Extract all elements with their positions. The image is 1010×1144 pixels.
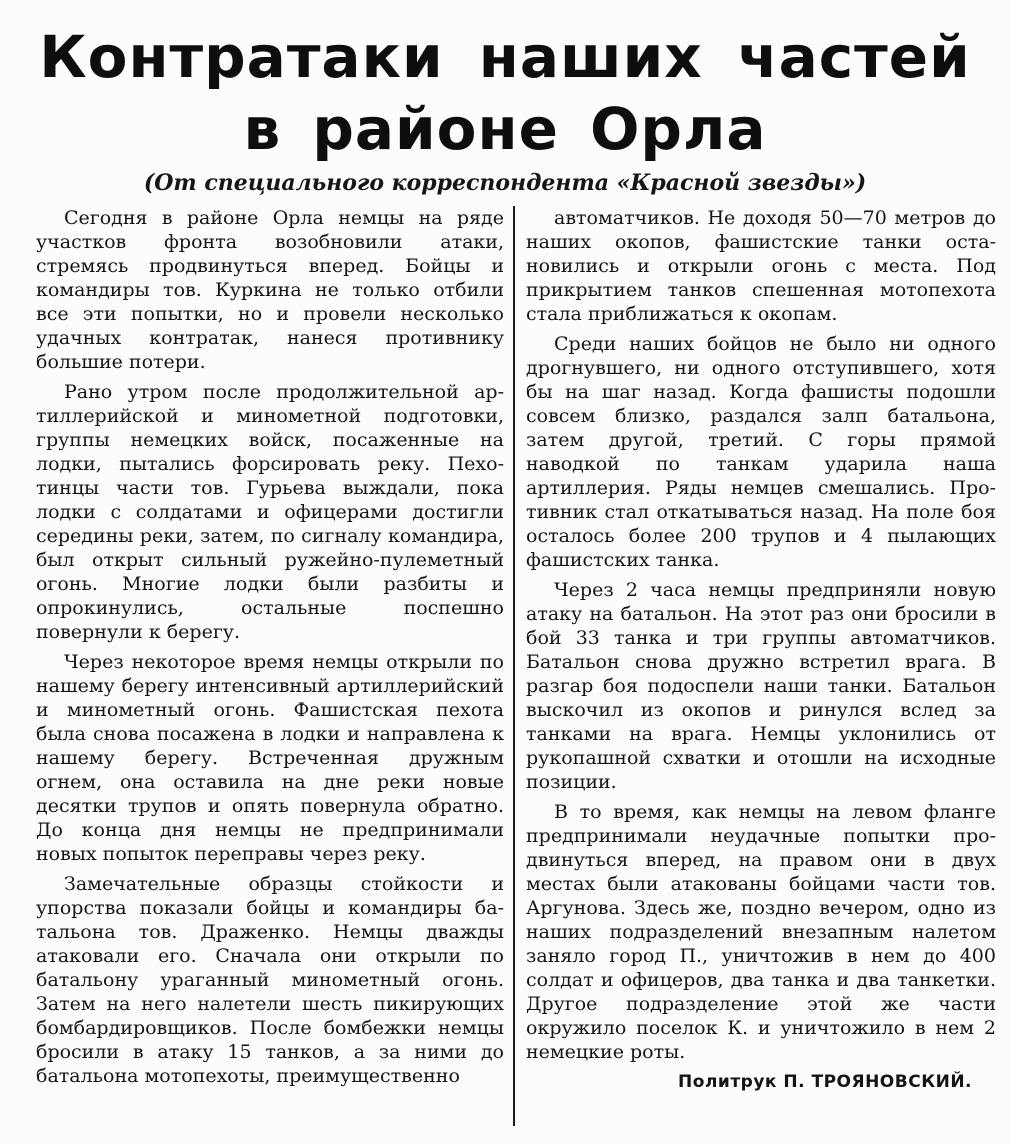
headline-line-2: в районе Орла (243, 95, 767, 163)
left-column (36, 206, 504, 1094)
column-divider (513, 206, 515, 1126)
paragraph: Среди наших бойцов не было ни одного дрогнувшего, ни одного отступившего, хотя бы на шаг назад. Когда фашисты подошли совсем близко, раздался залп батальона, затем другой, третий. С горы прямой наводкой по танкам ударила наша артиллерия. Ряды немцев смешались. Противник стал откатываться назад. На поле боя осталось более 200 трупов и 4 пылающих фашистских танка. (526, 333, 996, 571)
paragraph: Через некоторое время немцы открыли по нашему берегу интенсивный артиллерийский и минометный огонь. Фашистская пехота была снова посажена в лодки и направлена к нашему берегу. Встреченная дружным огнем, она оставила на дне реки новые десятки трупов и опять повернула обратно. До конца дня немцы не предпринимали новых попыток переправы через реку. (36, 651, 504, 865)
headline-line-1: Контратаки наших частей (39, 23, 971, 91)
paragraph: Рано утром после продолжительной артиллерийской и минометной подготовки, группы немецких войск, посаженные на лодки, пытались форсировать реку. Пехотинцы части тов. Гурьева выждали, пока лодки с солдатами и офицерами достигли середины реки, затем, по сигналу командира, был открыт сильный ружейно-пулеметный огонь. Многие лодки были разбиты и опрокинулись, остальные поспешно повернули к берегу. (36, 381, 504, 643)
paragraph: автоматчиков. Не доходя 50—70 метров до наших окопов, фашистские танки остановились и открыли огонь с места. Под прикрытием танков спешенная мотопехота стала приближаться к окопам. (526, 207, 996, 325)
paragraph: Замечательные образцы стойкости и упорства показали бойцы и командиры батальона тов. Драженко. Немцы дважды атаковали его. Сначала они открыли по батальону ураганный минометный огонь. Затем на него налетели шесть пикирующих бомбардировщиков. После бомбежки немцы бросили в атаку 15 танков, а за ними до батальона мотопехоты, преимущественно (36, 873, 504, 1087)
byline: (От специального корреспондента «Красной звезды») (143, 170, 867, 196)
right-column (526, 206, 996, 1094)
paragraph: В то время, как немцы на левом фланге предпринимали неудачные попытки продвинуться вперед, на правом они в двух местах были атакованы бойцами части тов. Аргунова. Здесь же, поздно вечером, одно из наших подразделений внезапным налетом заняло город П., уничтожив в нем до 400 солдат и офицеров, два танка и два танкетки. Другое подразделение этой же части окружило поселок К. и уничтожило в нем 2 немецкие роты. (526, 801, 996, 1063)
paragraph: Сегодня в районе Орла немцы на ряде участков фронта возобновили атаки, стремясь продвинуться вперед. Бойцы и командиры тов. Куркина не только отбили все эти попытки, но и провели несколько удачных контратак, нанеся противнику большие потери. (36, 207, 504, 373)
paragraph: Через 2 часа немцы предприняли новую атаку на батальон. На этот раз они бросили в бой 33 танка и три группы автоматчиков. Батальон снова дружно встретил врага. В разгар боя подоспели наши танки. Батальон выскочил из окопов и ринулся вслед за танками на врага. Немцы уклонились от рукопашной схватки и отошли на исходные позиции. (526, 579, 996, 793)
author-signature: Политрук П. ТРОЯНОВСКИЙ. (678, 1072, 972, 1092)
